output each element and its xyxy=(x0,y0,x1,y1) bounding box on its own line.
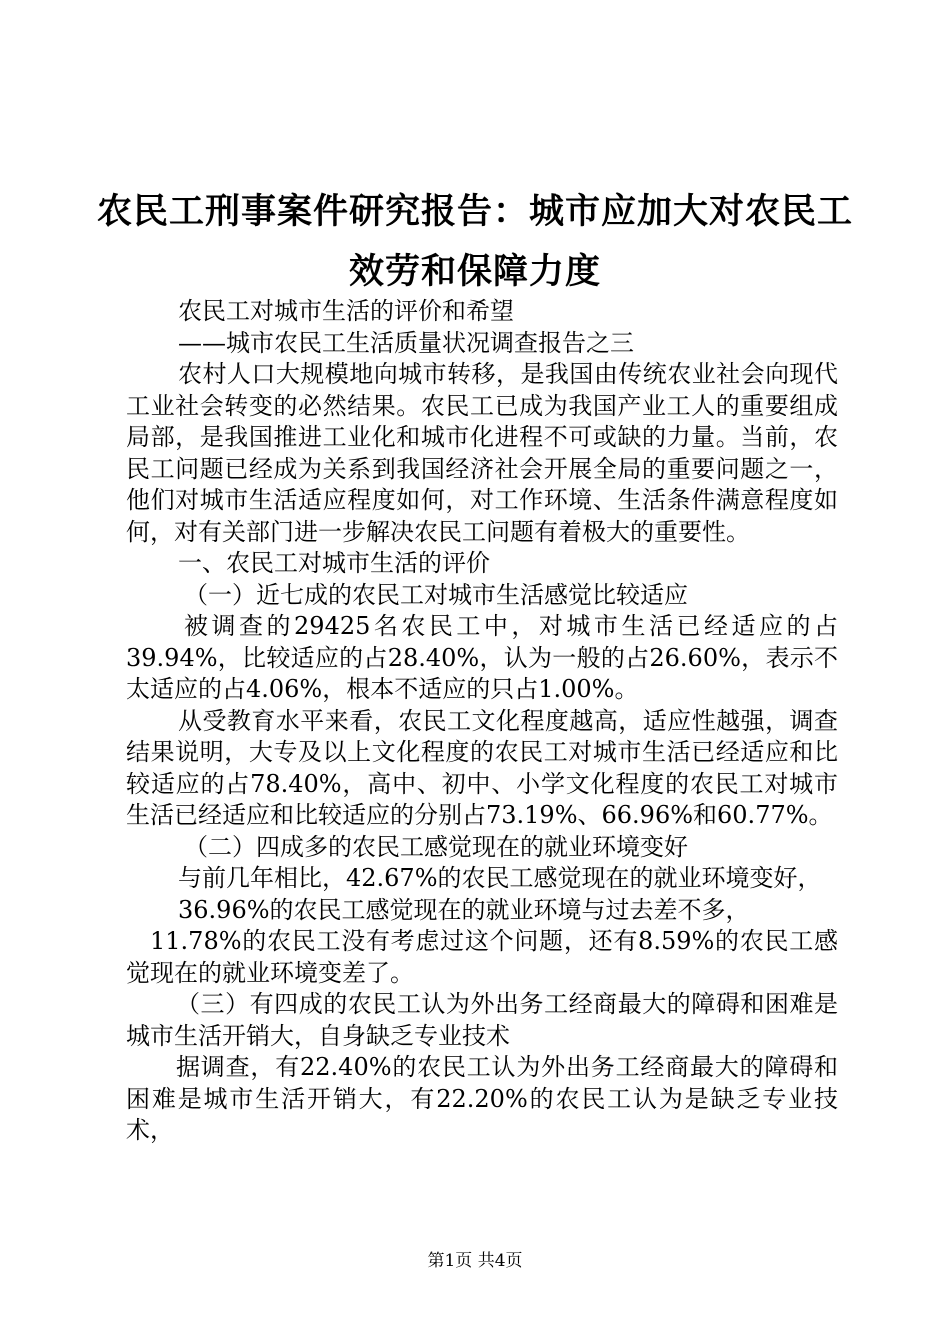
paragraph-series-note: ——城市农民工生活质量状况调查报告之三 xyxy=(178,328,634,357)
paragraph-intro: 农村人口大规模地向城市转移，是我国由传统农业社会向现代工业社会转变的必然结果。农民工已成为我国产业工人的重要组成局部，是我国推进工业化和城市化进程不可或缺的力量。当前，农民工问题已经成为关系到我国经济社会开展全局的重要问题之一，他们对城市生活适应程度如何，对工作环境、生活条件满意程度如何，对有关部门进一步解决农民工问题有着极大的重要性。 xyxy=(126,360,838,546)
subsection-heading-2: （二）四成多的农民工感觉现在的就业环境变好 xyxy=(184,832,688,861)
paragraph-subtitle: 农民工对城市生活的评价和希望 xyxy=(178,297,514,325)
paragraph-education-stats: 从受教育水平来看，农民工文化程度越高，适应性越强，调查结果说明，大专及以上文化程度的农民工对城市生活已经适应和比较适应的占78.40%，高中、初中、小学文化程度的农民工对城市生活已经适应和比较适应的分别占73.19%、66.96%和60.77%。 xyxy=(126,706,838,829)
page-number-footer: 第1页 共4页 xyxy=(427,1251,523,1271)
paragraph-employment-same: 36.96%的农民工感觉现在的就业环境与过去差不多， xyxy=(178,895,750,924)
subsection-heading-1: （一）近七成的农民工对城市生活感觉比较适应 xyxy=(184,580,688,609)
paragraph-obstacles: 据调查，有22.40%的农民工认为外出务工经商最大的障碍和困难是城市生活开销大，有22.20%的农民工认为是缺乏专业技术， xyxy=(126,1053,838,1144)
subsection-heading-3: （三）有四成的农民工认为外出务工经商最大的障碍和困难是城市生活开销大，自身缺乏专业技术 xyxy=(126,990,838,1050)
document-body xyxy=(126,296,838,1147)
paragraph-employment-better: 与前几年相比，42.67%的农民工感觉现在的就业环境变好， xyxy=(178,864,822,892)
document-title: 农民工刑事案件研究报告：城市应加大对农民工效劳和保障力度 xyxy=(96,191,853,292)
paragraph-adaptation-stats: 被调查的29425名农民工中，对城市生活已经适应的占39.94%，比较适应的占28.40%，认为一般的占26.60%，表示不太适应的占4.06%，根本不适应的只占1.00%。 xyxy=(126,612,838,703)
paragraph-employment-worse: 11.78%的农民工没有考虑过这个问题，还有8.59%的农民工感觉现在的就业环境变差了。 xyxy=(126,927,838,987)
section-heading-1: 一、农民工对城市生活的评价 xyxy=(178,549,490,577)
